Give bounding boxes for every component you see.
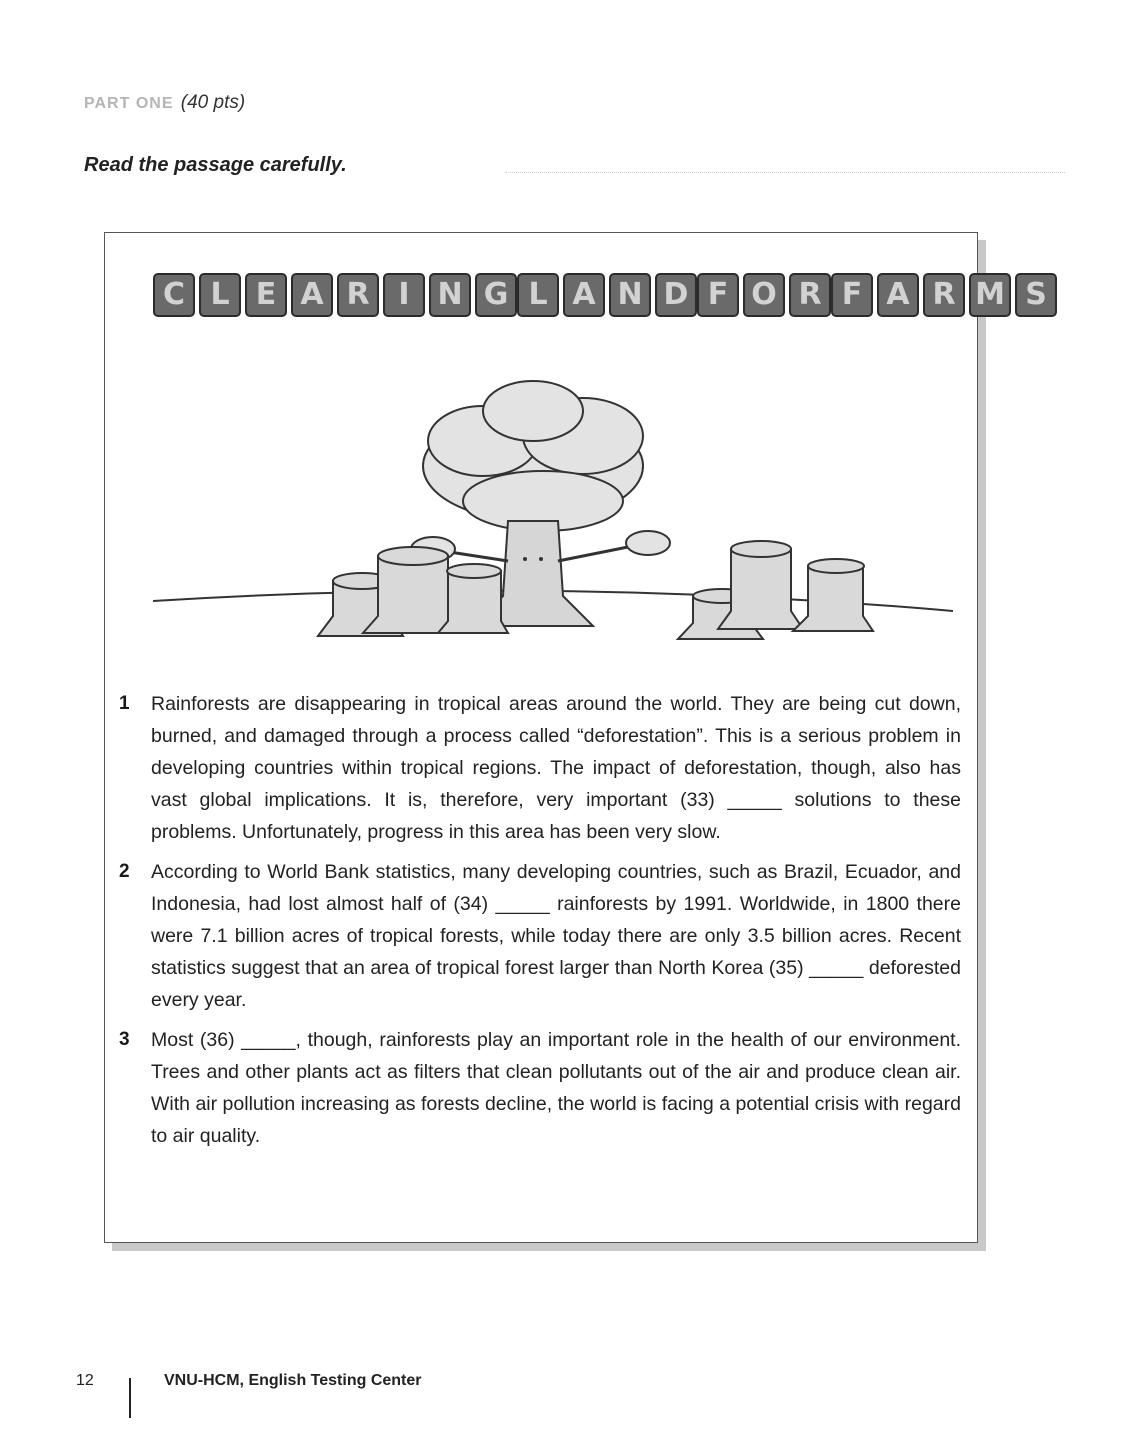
title-letter: G: [475, 273, 517, 317]
footer-divider: [129, 1378, 131, 1418]
testing-center-name: VNU-HCM, English Testing Center: [164, 1372, 422, 1389]
paragraph-number: 3: [119, 1029, 130, 1050]
passage-paragraph: [119, 856, 961, 1016]
tree-stumps-illustration: [153, 371, 953, 671]
part-label: PART ONE: [84, 95, 174, 112]
title-letter: L: [517, 273, 559, 317]
instruction-text: Read the passage carefully.: [84, 154, 347, 176]
paragraph-text: Most (36) _____, though, rainforests play an important role in the health of our environment. Trees and other plants act as filters that clean pollutants out of the air and produce clean air. With air pollution increasing as forests decline, the world is facing a potential crisis with regard to air quality.: [151, 1029, 961, 1147]
title-word: [517, 273, 697, 317]
title-letter: L: [199, 273, 241, 317]
passage-paragraph: [119, 688, 961, 848]
page-footer: [76, 1372, 422, 1390]
title-letter: C: [153, 273, 195, 317]
title-letter: E: [245, 273, 287, 317]
divider: [505, 172, 1065, 173]
title-letter: A: [877, 273, 919, 317]
paragraph-number: 1: [119, 693, 130, 714]
title-letter: D: [655, 273, 697, 317]
title-letter: R: [923, 273, 965, 317]
title-letter: O: [743, 273, 785, 317]
title-word: [153, 273, 517, 317]
title-letter: R: [337, 273, 379, 317]
passage-box: [104, 232, 1047, 1243]
title-letter: N: [429, 273, 471, 317]
title-word: [831, 273, 1057, 317]
passage-paragraph: [119, 1024, 961, 1152]
passage-paragraphs: [119, 688, 961, 1160]
title-letter: A: [563, 273, 605, 317]
paragraph-number: 2: [119, 861, 130, 882]
paragraph-text: According to World Bank statistics, many developing countries, such as Brazil, Ecuador, and Indonesia, had lost almost half of (34) _____ rainforests by 1991. Worldwide, in 1800 there were 7.1 billion acres of tropical forests, while today there are only 3.5 billion acres. Recent statistics suggest that an area of tropical forest larger than North Korea (35) _____ deforested every year.: [151, 861, 961, 1011]
part-points: (40 pts): [180, 92, 246, 113]
passage-title: [153, 273, 1047, 317]
title-letter: S: [1015, 273, 1057, 317]
paragraph-text: Rainforests are disappearing in tropical areas around the world. They are being cut down, burned, and damaged through a process called “deforestation”. This is a serious problem in developing countries within tropical regions. The impact of deforestation, though, also has vast global implications. It is, therefore, very important (33) _____ solutions to these problems. Unfortunately, progress in this area has been very slow.: [151, 693, 961, 843]
title-letter: F: [697, 273, 739, 317]
title-letter: A: [291, 273, 333, 317]
title-word: [697, 273, 831, 317]
page-number: 12: [76, 1372, 94, 1389]
part-header: [84, 92, 245, 114]
title-letter: M: [969, 273, 1011, 317]
title-letter: F: [831, 273, 873, 317]
title-letter: I: [383, 273, 425, 317]
title-letter: R: [789, 273, 831, 317]
title-letter: N: [609, 273, 651, 317]
